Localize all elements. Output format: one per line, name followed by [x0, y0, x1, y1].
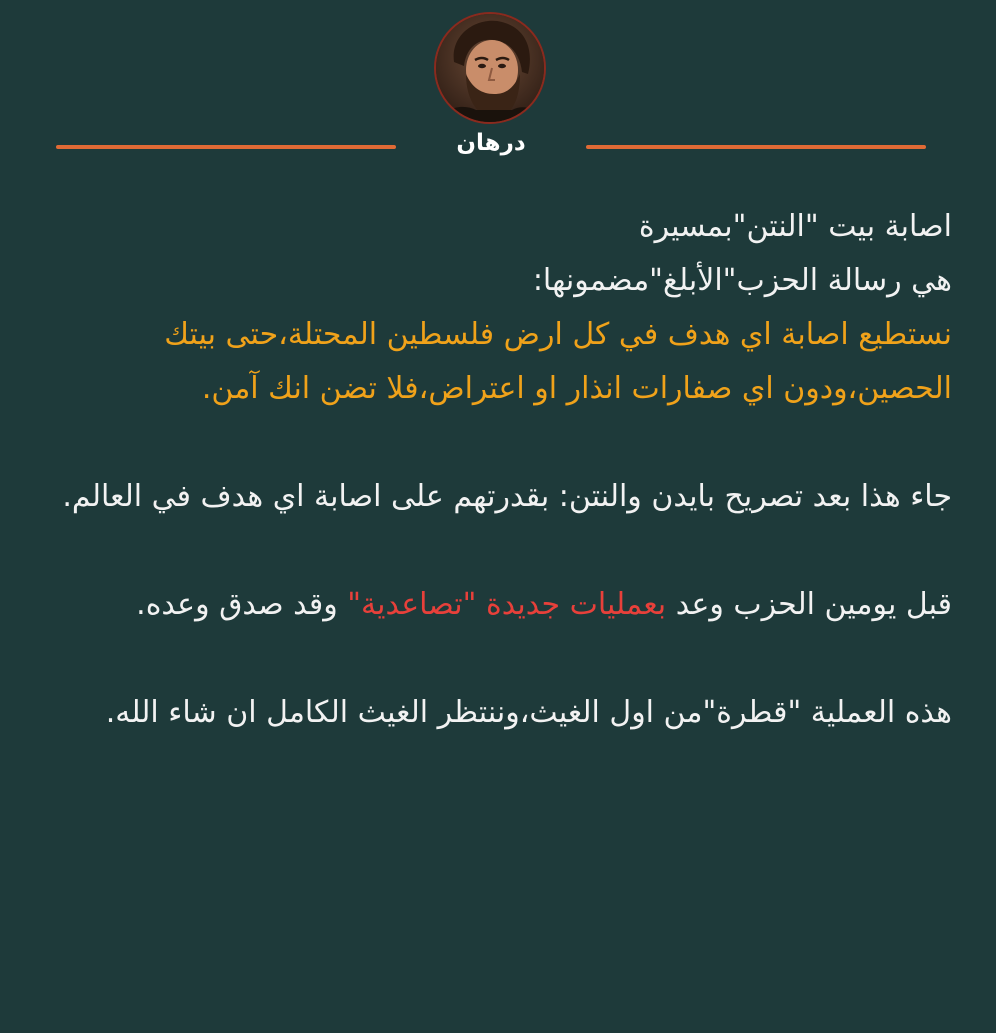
highlighted-message: نستطيع اصابة اي هدف في كل ارض فلسطين المحتلة،حتى بيتك الحصين،ودون اي صفارات انذار او اعتراض،فلا تضن انك آمن. [164, 317, 952, 406]
right-divider [586, 145, 926, 149]
profile-photo-icon [436, 14, 544, 122]
paragraph-spacer [50, 632, 952, 686]
paragraph-spacer [50, 524, 952, 578]
paragraph-promise-end: وقد صدق وعده. [136, 587, 348, 622]
author-name[interactable]: درهان [456, 130, 526, 156]
paragraph-promise-highlight: بعمليات جديدة "تصاعدية" [347, 587, 667, 622]
post-headline: اصابة بيت "النتن"بمسيرة [638, 209, 952, 244]
paragraph-statement: جاء هذا بعد تصريح بايدن والنتن: بقدرتهم على اصابة اي هدف في العالم. [62, 479, 952, 514]
paragraph-conclusion: هذه العملية "قطرة"من اول الغيث،وننتظر الغيث الكامل ان شاء الله. [105, 695, 952, 730]
left-divider [56, 145, 396, 149]
author-avatar[interactable] [434, 12, 546, 124]
post-body [50, 200, 952, 740]
paragraph-promise-start: قبل يومين الحزب وعد [666, 587, 952, 622]
paragraph-promise [50, 578, 952, 632]
paragraph-spacer [50, 416, 952, 470]
post-subheadline: هي رسالة الحزب"الأبلغ"مضمونها: [532, 263, 952, 298]
